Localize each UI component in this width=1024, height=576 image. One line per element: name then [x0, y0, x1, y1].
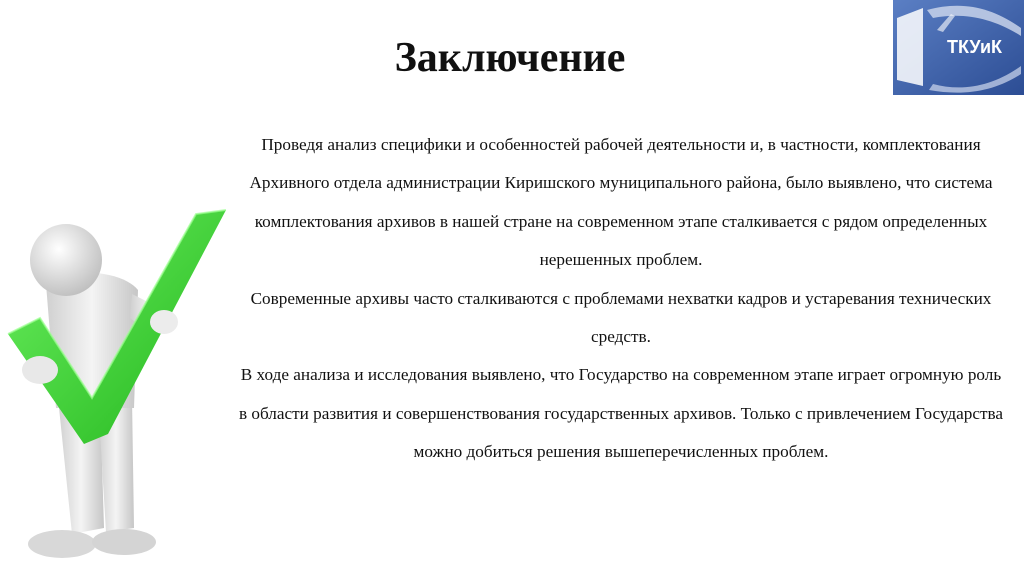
conclusion-text: [238, 126, 1004, 472]
paragraph-staffing: Современные архивы часто сталкиваются с проблемами нехватки кадров и устаревания технических средств.: [250, 288, 992, 347]
figure-head: [30, 224, 102, 296]
figure-with-checkmark-illustration: [0, 198, 232, 576]
paragraph-state-role: В ходе анализа и исследования выявлено, что Государство на современном этапе играет огромную роль в области развития и совершенствования государственных архивов. Только с привлечением Государства можно добиться решения вышеперечисленных проблем.: [238, 365, 1004, 462]
logo-text: ТКУиК: [947, 37, 1002, 57]
slide-title: Заключение: [394, 35, 626, 81]
paragraph-analysis: Проведя анализ специфики и особенностей рабочей деятельности и, в частности, комплектования Архивного отдела администрации Киришского муниципального района, было выявлено, что система комплектования архивов в нашей стране на современном этапе сталкивается с рядом определенных нерешенных проблем.: [249, 135, 993, 270]
